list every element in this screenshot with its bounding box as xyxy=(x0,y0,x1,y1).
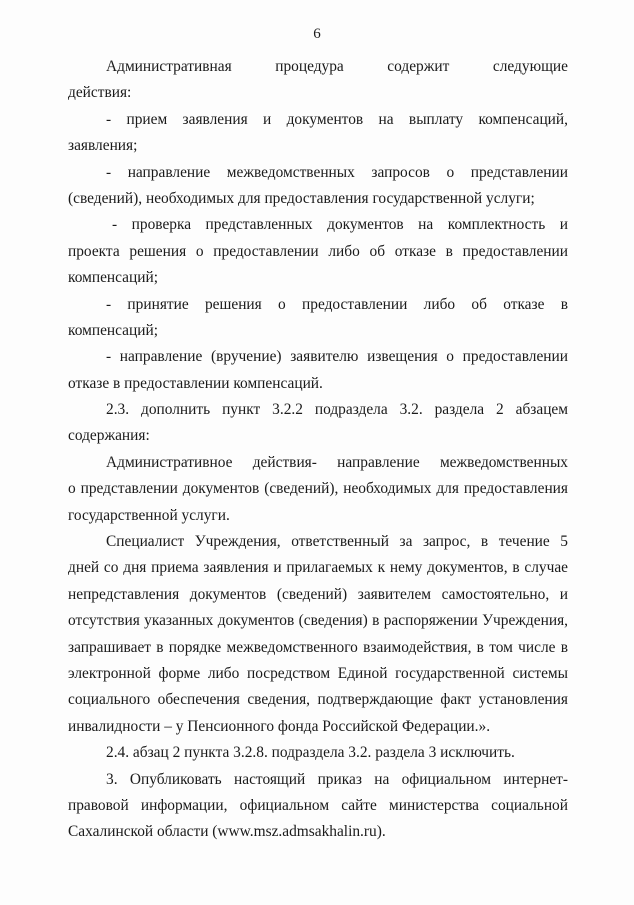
text-line: содержания: xyxy=(68,427,150,445)
text-line: отказе в предоставлении компенсаций. xyxy=(68,374,323,392)
text-line: - прием заявления и документов на выплату компенсаций, xyxy=(106,110,568,128)
text-line: дней со дня приема заявления и прилагаемых к нему документов, в случае xyxy=(68,559,568,577)
page-number: 6 xyxy=(313,26,321,42)
document-body xyxy=(68,54,568,846)
text-line: - направление (вручение) заявителю извещения о предоставлении xyxy=(106,348,568,366)
text-line: Специалист Учреждения, ответственный за запрос, в течение 5 xyxy=(106,533,568,551)
text-line: 2.3. дополнить пункт 3.2.2 подраздела 3.2. раздела 2 абзацем xyxy=(106,401,568,419)
text-line: социального обеспечения сведения, подтверждающие факт установления xyxy=(68,691,568,709)
text-line: непредставления документов (сведений) заявителем самостоятельно, и xyxy=(68,585,568,603)
text-line: о представлении документов (сведений), необходимых для предоставления xyxy=(68,480,568,498)
text-line: Сахалинской области (www.msz.admsakhalin.ru). xyxy=(68,823,386,841)
text-line: Административное действия- направление межведомственных xyxy=(106,453,568,471)
text-line: электронной форме либо посредством Единой государственной системы xyxy=(68,664,568,682)
text-line: - направление межведомственных запросов о представлении xyxy=(106,163,568,181)
text-line: - проверка представленных документов на комплектность и xyxy=(112,216,568,234)
text-line: компенсаций; xyxy=(68,269,158,287)
text-line: правовой информации, официальном сайте министерства социальной xyxy=(68,796,568,814)
text-line: компенсаций; xyxy=(68,321,158,339)
text-line: Административная процедура содержит следующие xyxy=(106,58,568,75)
text-line: отсутствия указанных документов (сведения) в распоряжении Учреждения, xyxy=(68,612,568,630)
text-line: (сведений), необходимых для предоставления государственной услуги; xyxy=(68,189,535,207)
text-line: запрашивает в порядке межведомственного взаимодействия, в том числе в xyxy=(68,638,568,656)
text-line: заявления; xyxy=(68,137,138,155)
text-line: действия: xyxy=(68,84,132,102)
text-line: 2.4. абзац 2 пункта 3.2.8. подраздела 3.2. раздела 3 исключить. xyxy=(106,744,515,762)
text-line: - принятие решения о предоставлении либо об отказе в xyxy=(106,295,568,313)
text-line: инвалидности – у Пенсионного фонда Российской Федерации.». xyxy=(68,717,491,735)
text-line: проекта решения о предоставлении либо об отказе в предоставлении xyxy=(68,242,568,260)
text-line: 3. Опубликовать настоящий приказ на официальном интернет- xyxy=(106,770,568,788)
text-line: государственной услуги. xyxy=(68,506,230,524)
